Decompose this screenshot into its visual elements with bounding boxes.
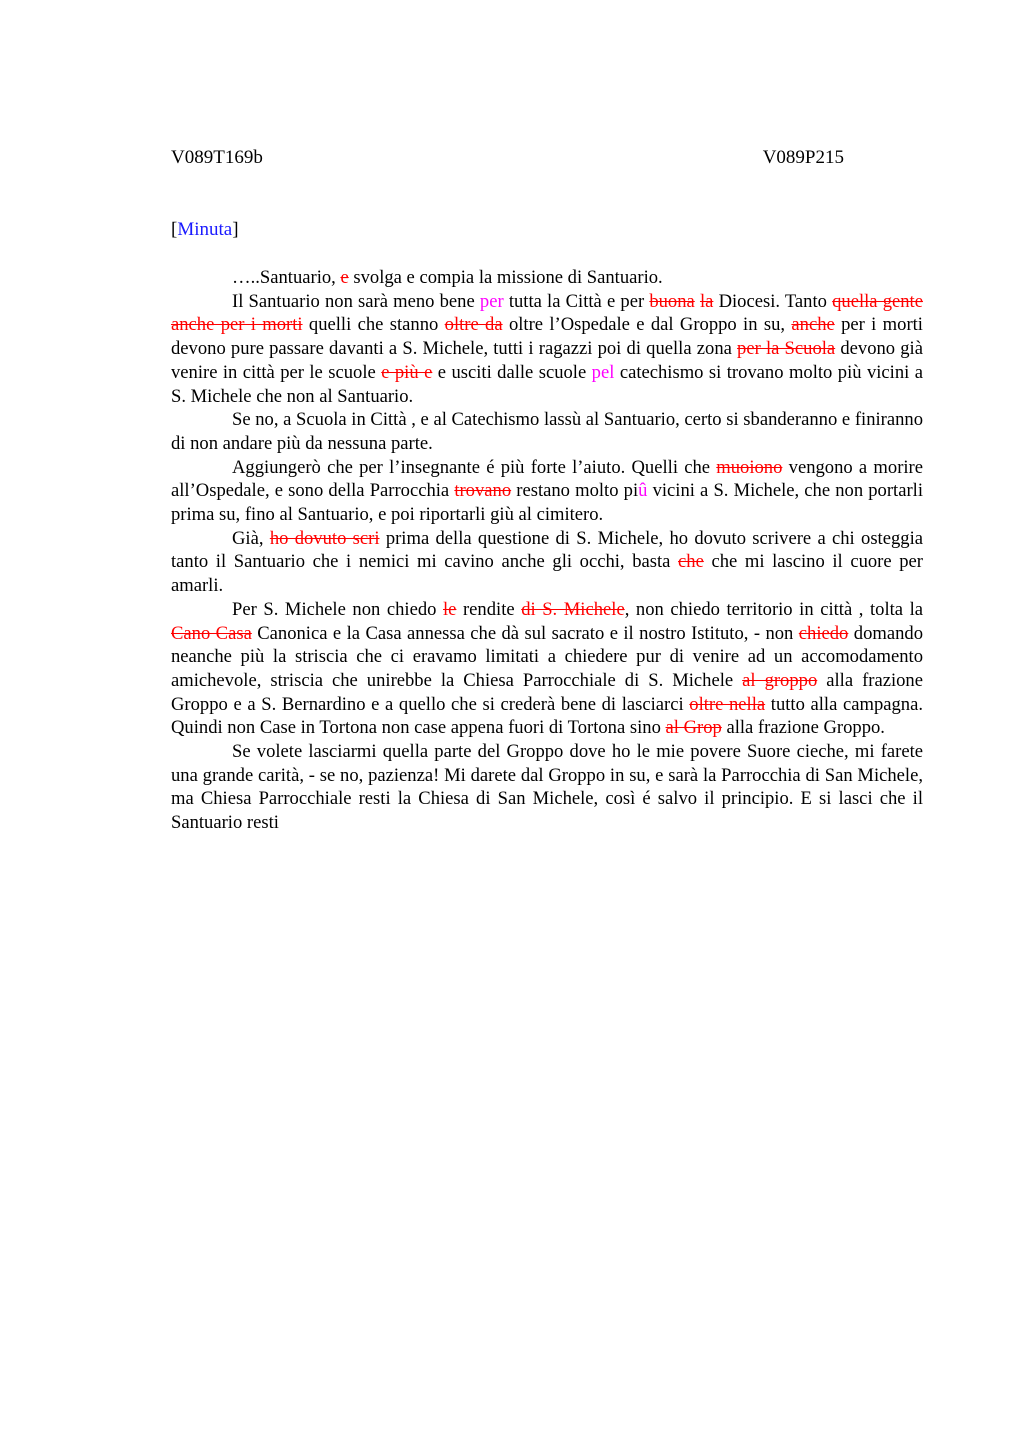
text-run: …..Santuario, bbox=[232, 267, 341, 288]
text-run: prima della questione di S. Michele, ho dovuto scrivere a chi osteggia tanto il Santuario che i nemici mi cavino anche gli occhi, basta bbox=[171, 527, 923, 573]
text-run: vengono a morire all’Ospedale, e sono della Parrocchia bbox=[171, 456, 923, 502]
deleted-text: per la Scuola bbox=[737, 338, 836, 360]
text-run: domando neanche più la striscia che ci eravamo limitati a chiedere pur di venire ad un accomodamento amichevole, striscia che unirebbe la Chiesa Parrocchiale di S. Michele bbox=[171, 622, 923, 691]
text-run: quelli che stanno bbox=[302, 314, 445, 336]
deleted-text: quella gente bbox=[832, 290, 923, 312]
inserted-text: pel bbox=[591, 361, 615, 383]
minuta-label bbox=[171, 218, 239, 242]
letter-body bbox=[171, 266, 923, 835]
text-run: vicini a S. Michele, che non portarli prima su, fino al Santuario, e poi riportarli giù al cimitero. bbox=[171, 480, 923, 526]
paragraph bbox=[171, 598, 923, 740]
text-run: alla frazione Groppo e a S. Bernardino e a quello che si crederà bene di lasciarci bbox=[171, 669, 923, 715]
paragraph bbox=[171, 408, 923, 455]
deleted-text: buona bbox=[649, 290, 695, 312]
text-run: tutto alla campagna. Quindi non Case in Tortona non case appena fuori di Tortona sino bbox=[171, 693, 924, 739]
text-run: per i morti devono pure passare davanti a S. Michele, tutti i ragazzi poi di quella zona bbox=[171, 314, 923, 360]
deleted-text: che bbox=[678, 551, 704, 573]
deleted-text: trovano bbox=[454, 480, 512, 502]
deleted-text: al Grop bbox=[665, 717, 722, 739]
deleted-text: Cano Casa bbox=[171, 622, 252, 644]
inserted-text: per bbox=[479, 290, 504, 312]
paragraph bbox=[171, 456, 923, 527]
text-run: Aggiungerò che per l’insegnante é più forte l’aiuto. Quelli che bbox=[232, 456, 717, 478]
paragraph bbox=[171, 527, 923, 598]
text-run: Canonica e la Casa annessa che dà sul sacrato e il nostro Istituto, - non bbox=[251, 622, 799, 644]
deleted-text: di S. Michele bbox=[521, 598, 625, 620]
paragraph bbox=[171, 266, 923, 290]
text-run: che mi lascino il cuore per amarli. bbox=[171, 551, 923, 597]
deleted-text: muoiono bbox=[716, 456, 783, 478]
deleted-text: anche bbox=[791, 314, 835, 336]
text-run: catechismo si trovano molto più vicini a S. Michele che non al Santuario. bbox=[171, 361, 924, 407]
deleted-text: chiedo bbox=[798, 622, 849, 644]
text-run: e usciti dalle scuole bbox=[432, 361, 592, 383]
text-run: restano molto pi bbox=[511, 480, 639, 502]
paragraph bbox=[171, 290, 923, 409]
text-run: Se no, a Scuola in Città , e al Catechismo lassù al Santuario, certo si sbanderanno e finiranno di non andare più da nessuna parte. bbox=[171, 409, 923, 454]
minuta-open-bracket: [ bbox=[171, 219, 178, 240]
document-id-left: V089T169b bbox=[171, 147, 263, 168]
deleted-text: oltre nella bbox=[689, 693, 766, 715]
deleted-text: e bbox=[340, 267, 349, 288]
deleted-text: le bbox=[443, 598, 457, 620]
deleted-text: anche per i morti bbox=[171, 314, 303, 336]
text-run: Diocesi. Tanto bbox=[713, 290, 833, 312]
text-run: alla frazione Groppo. bbox=[721, 717, 885, 739]
deleted-text: al groppo bbox=[742, 669, 818, 691]
text-run: svolga e compia la missione di Santuario. bbox=[348, 267, 663, 288]
minuta-text: Minuta bbox=[177, 219, 233, 240]
text-run: Il Santuario non sarà meno bene bbox=[232, 290, 480, 312]
text-run: Già, bbox=[232, 527, 270, 549]
paragraph bbox=[171, 740, 923, 835]
text-run: Per S. Michele non chiedo bbox=[232, 598, 443, 620]
deleted-text: ho dovuto scri bbox=[269, 527, 380, 549]
text-run: Se volete lasciarmi quella parte del Groppo dove ho le mie povere Suore cieche, mi farete una grande carità, - se no, pazienza! Mi darete dal Groppo in su, e sarà la Parrocchia di San Michele, ma Chiesa Parrocchiale resti la Chiesa di San Michele, così é salvo il principio. E si lasci che il Santuario resti bbox=[171, 741, 923, 834]
text-run: rendite bbox=[456, 598, 522, 620]
deleted-text: oltre da bbox=[444, 314, 503, 336]
inserted-text: û bbox=[638, 480, 648, 502]
text-run: oltre l’Ospedale e dal Groppo in su, bbox=[502, 314, 792, 336]
text-run: , non chiedo territorio in città , tolta la bbox=[624, 598, 924, 620]
deleted-text: e più e bbox=[381, 361, 433, 383]
minuta-close-bracket: ] bbox=[232, 219, 239, 240]
document-id-right: V089P215 bbox=[762, 147, 844, 168]
deleted-text: la bbox=[699, 290, 714, 312]
text-run: devono già venire in città per le scuole bbox=[171, 338, 923, 383]
text-run: tutta la Città e per bbox=[503, 290, 650, 312]
